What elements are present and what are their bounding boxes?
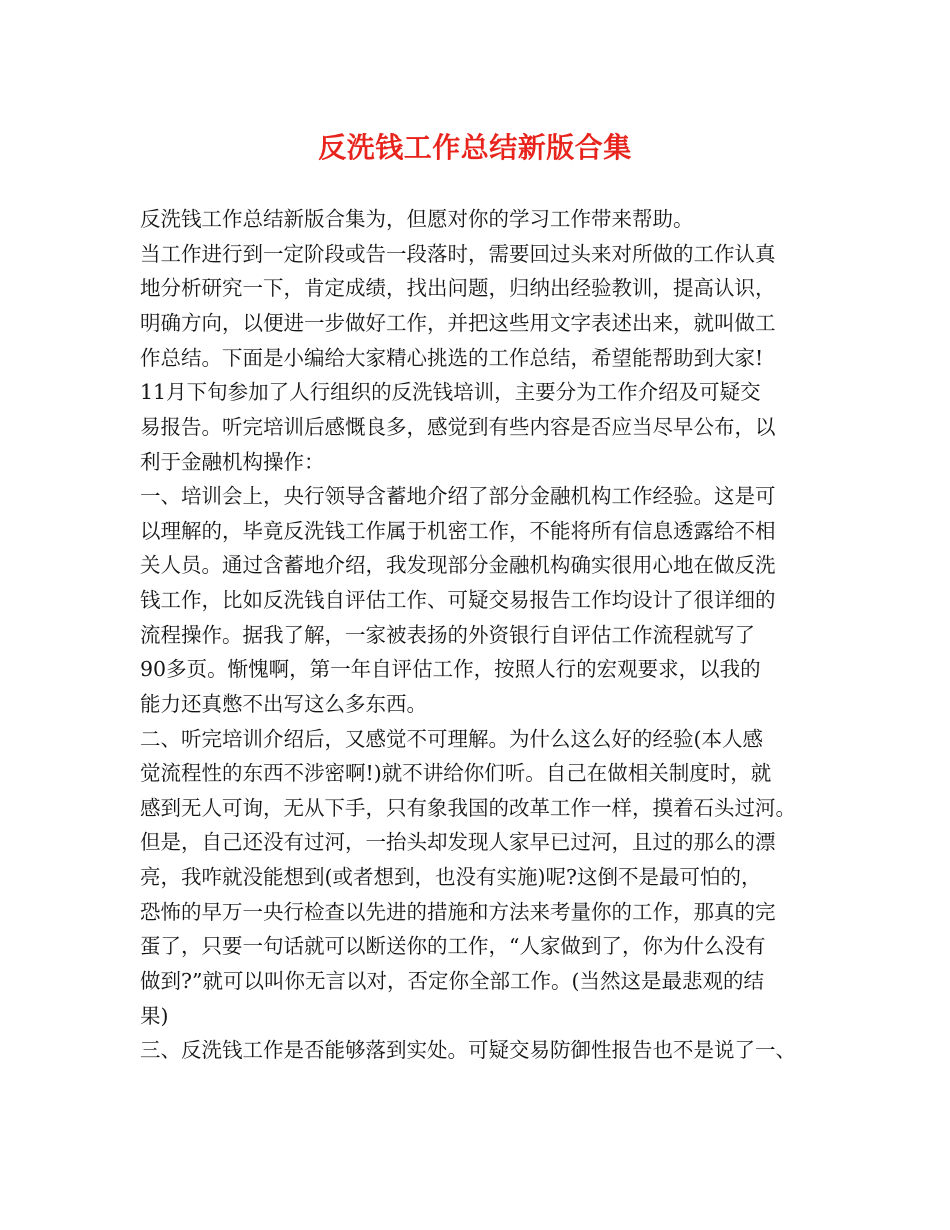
text-line: 三、反洗钱工作是否能够落到实处。可疑交易防御性报告也不是说了一、 (140, 1038, 796, 1062)
text-line: 蛋了，只要一句话就可以断送你的工作，“人家做到了，你为什么没有 (140, 934, 766, 958)
text-line: 恐怖的早万一央行检查以先进的措施和方法来考量你的工作，那真的完 (140, 900, 776, 924)
text-line: 做到?”就可以叫你无言以对，否定你全部工作。(当然这是最悲观的结 (140, 969, 764, 993)
text-line: 流程操作。据我了解，一家被表扬的外资银行自评估工作流程就写了 (140, 623, 755, 647)
text-line: 果) (140, 1004, 169, 1028)
text-line: 一、培训会上，央行领导含蓄地介绍了部分金融机构工作经验。这是可 (140, 484, 776, 508)
text-line: 但是，自己还没有过河，一抬头却发现人家早已过河，且过的那么的漂 (140, 830, 776, 854)
text-line: 地分析研究一下，肯定成绩，找出问题，归纳出经验教训，提高认识， (140, 276, 776, 300)
text-line: 作总结。下面是小编给大家精心挑选的工作总结，希望能帮助到大家! (140, 346, 764, 370)
text-line: 易报告。听完培训后感慨良多，感觉到有些内容是否应当尽早公布，以 (140, 415, 776, 439)
text-line: 90多页。惭愧啊，第一年自评估工作，按照人行的宏观要求，以我的 (140, 657, 761, 681)
text-line: 明确方向，以便进一步做好工作，并把这些用文字表述出来，就叫做工 (140, 311, 776, 335)
text-line: 二、听完培训介绍后，又感觉不可理解。为什么这么好的经验(本人感 (140, 727, 763, 751)
text-line: 亮，我咋就没能想到(或者想到，也没有实施)呢?这倒不是最可怕的， (140, 865, 762, 889)
text-line: 能力还真憋不出写这么多东西。 (140, 692, 427, 716)
text-line: 关人员。通过含蓄地介绍，我发现部分金融机构确实很用心地在做反洗 (140, 553, 776, 577)
text-line: 11月下旬参加了人行组织的反洗钱培训，主要分为工作介绍及可疑交 (140, 380, 761, 404)
text-line: 利于金融机构操作： (140, 450, 325, 474)
text-line: 当工作进行到一定阶段或告一段落时，需要回过头来对所做的工作认真 (140, 242, 776, 266)
text-line: 感到无人可询，无从下手，只有象我国的改革工作一样，摸着石头过河。 (140, 796, 796, 820)
document-title: 反洗钱工作总结新版合集 (318, 131, 632, 164)
text-line: 反洗钱工作总结新版合集为，但愿对你的学习工作带来帮助。 (140, 207, 694, 231)
text-line: 以理解的，毕竟反洗钱工作属于机密工作，不能将所有信息透露给不相 (140, 519, 776, 543)
text-line: 觉流程性的东西不涉密啊!)就不讲给你们听。自己在做相关制度时，就 (140, 761, 772, 785)
text-line: 钱工作，比如反洗钱自评估工作、可疑交易报告工作均设计了很详细的 (140, 588, 776, 612)
